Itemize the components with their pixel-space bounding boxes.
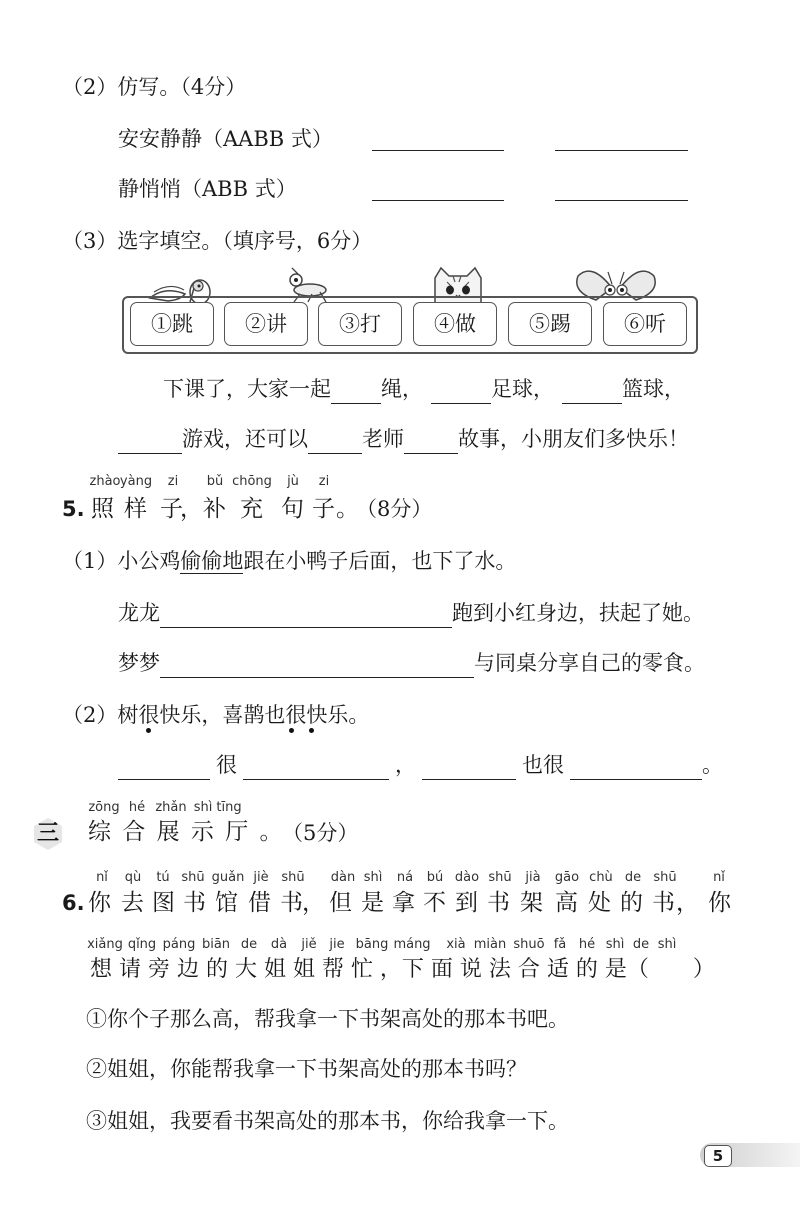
q5-score: （8分）: [356, 497, 433, 521]
answer-blank[interactable]: [372, 178, 504, 201]
question-char: 高: [555, 890, 578, 916]
sentence-text: 足球，: [491, 377, 554, 401]
option-2[interactable]: ②讲: [224, 302, 308, 346]
title-char: 充: [240, 496, 263, 522]
pinyin: qǐng: [127, 937, 157, 952]
section-score: （5分）: [282, 821, 359, 845]
pinyin: chù: [589, 870, 613, 885]
line-end: 与同桌分享自己的零食。: [474, 651, 705, 675]
q5-2-answer-line: [118, 750, 723, 780]
pinyin: xiǎng: [87, 937, 123, 952]
emphasis-dot: [146, 728, 151, 733]
option-6[interactable]: ⑥听: [603, 302, 687, 346]
section-title: 综 合 展 示 厅 。: [88, 819, 285, 845]
answer-blank[interactable]: [331, 381, 381, 404]
answer-blank[interactable]: [160, 655, 474, 678]
q5-1-line1: [118, 598, 704, 628]
pinyin: dà: [270, 937, 288, 952]
answer-blank[interactable]: [570, 757, 702, 780]
option-5[interactable]: ⑤踢: [508, 302, 592, 346]
page-number: 5: [704, 1145, 732, 1167]
fill-word: ，: [395, 753, 416, 777]
pinyin: de: [632, 937, 650, 952]
pinyin: tīng: [216, 800, 242, 815]
question-char: 书: [280, 890, 303, 916]
pinyin: shì: [657, 937, 677, 952]
answer-blank[interactable]: [404, 431, 458, 454]
pinyin: jù: [287, 474, 299, 489]
example-text: 跟在小鸭子后面，也下了水。: [243, 549, 517, 573]
pinyin: de: [240, 937, 258, 952]
sentence-text: 老师: [362, 427, 404, 451]
question-char: 的: [620, 890, 643, 916]
pinyin: miàn: [473, 937, 507, 952]
line-start: 龙龙: [118, 601, 160, 625]
question-number: 5.: [62, 497, 85, 521]
emphasis-dot: [309, 728, 314, 733]
pinyin: fǎ: [553, 937, 567, 952]
line-start: 梦梦: [118, 651, 160, 675]
pinyin: ná: [396, 870, 414, 885]
pinyin: zōng: [88, 800, 120, 815]
title-char: 子: [312, 496, 335, 522]
pinyin: guǎn: [211, 870, 245, 885]
q5-1-line2: [118, 648, 705, 678]
choice-3[interactable]: ③姐姐，我要看书架高处的那本书，你给我拿一下。: [86, 1109, 569, 1133]
pinyin: shì: [193, 800, 213, 815]
pinyin: shuō: [513, 937, 545, 952]
choice-1[interactable]: ①你个子那么高，帮我拿一下书架高处的那本书吧。: [86, 1007, 569, 1031]
question-char: 你: [88, 890, 111, 916]
sentence-text: 绳，: [381, 377, 423, 401]
pinyin: zi: [318, 474, 330, 489]
question-char: 借: [248, 890, 271, 916]
q4-3-sentence-line2: [118, 424, 689, 454]
answer-blank[interactable]: [555, 178, 688, 201]
question-char: 去: [121, 890, 144, 916]
fill-word: 很: [216, 753, 237, 777]
answer-blank[interactable]: [555, 128, 688, 151]
title-char: ，: [180, 496, 203, 522]
pinyin: jià: [525, 870, 541, 885]
pinyin: zhào: [89, 474, 121, 489]
title-char: 照: [91, 496, 114, 522]
option-4[interactable]: ④做: [413, 302, 497, 346]
answer-blank[interactable]: [372, 128, 504, 151]
example-underlined: 偷偷地: [180, 549, 244, 573]
question-char: 书: [652, 890, 675, 916]
pinyin: máng: [393, 937, 431, 952]
question-char: 书: [183, 890, 206, 916]
question-char: 是: [361, 890, 384, 916]
pinyin: jiè: [253, 870, 269, 885]
line-end: 跑到小红身边，扶起了她。: [452, 601, 704, 625]
option-1[interactable]: ①跳: [130, 302, 214, 346]
question-char: 馆: [215, 890, 238, 916]
pinyin: nǐ: [96, 870, 108, 885]
question-char: 到: [455, 890, 478, 916]
question-char: 书: [487, 890, 510, 916]
sentence-text: 游戏，还可以: [182, 427, 308, 451]
answer-blank[interactable]: [308, 431, 362, 454]
title-char: 样: [124, 496, 147, 522]
pinyin: qù: [124, 870, 142, 885]
emphasis-dot: [289, 728, 294, 733]
pinyin: páng: [162, 937, 196, 952]
pinyin: nǐ: [713, 870, 725, 885]
question-char: 图: [152, 890, 175, 916]
pinyin: bǔ: [206, 474, 224, 489]
question-char: ，: [302, 890, 325, 916]
question-char: ，: [676, 890, 699, 916]
question-char: 处: [588, 890, 611, 916]
question-char: 不: [423, 890, 446, 916]
pinyin: de: [624, 870, 642, 885]
q6-line2: 想 请 旁 边 的 大 姐 姐 帮 忙 ，下 面 说 法 合 适 的 是（ ）: [90, 957, 715, 982]
section-number: 三: [36, 820, 59, 846]
pinyin: bāng: [355, 937, 389, 952]
question-char: 但: [329, 890, 352, 916]
sentence-text: 故事，小朋友们多快乐！: [458, 427, 689, 451]
pinyin: zhǎn: [155, 800, 187, 815]
title-char: 补: [203, 496, 226, 522]
pinyin: dào: [454, 870, 480, 885]
fill-word: 也很: [522, 753, 564, 777]
answer-blank[interactable]: [431, 381, 491, 404]
pinyin: shì: [363, 870, 383, 885]
question-char: 拿: [392, 890, 415, 916]
q4-2-row2: 静悄悄（ABB 式）: [118, 177, 297, 201]
pinyin: shū: [653, 870, 677, 885]
title-char: 。: [336, 496, 359, 522]
q4-2-row1: 安安静静（AABB 式）: [118, 127, 333, 151]
pinyin: shū: [488, 870, 512, 885]
choice-2[interactable]: ②姐姐，你能帮我拿一下书架高处的那本书吗？: [86, 1057, 527, 1081]
q4-2-title: （2）仿写。（4分）: [62, 75, 247, 99]
pinyin: yàng: [119, 474, 153, 489]
pinyin: chōng: [232, 474, 272, 489]
pinyin: bú: [426, 870, 444, 885]
pinyin: shì: [605, 937, 625, 952]
section-icon: [30, 816, 66, 852]
pinyin: shū: [181, 870, 205, 885]
pinyin: shū: [281, 870, 305, 885]
title-char: 子: [160, 496, 183, 522]
pinyin: gāo: [554, 870, 580, 885]
fill-word: 。: [702, 753, 723, 777]
pinyin: tú: [156, 870, 170, 885]
q5-1-example: [62, 546, 516, 576]
q4-3-sentence-line1: [163, 374, 685, 404]
q4-3-title: （3）选字填空。（填序号，6分）: [62, 229, 373, 253]
pinyin: jiě: [301, 937, 317, 952]
sentence-text: 下课了，大家一起: [163, 377, 331, 401]
sentence-text: 篮球，: [622, 377, 685, 401]
answer-blank[interactable]: [160, 605, 452, 628]
q5-2-example: （2）树很快乐，喜鹊也很快乐。: [62, 703, 370, 727]
answer-blank[interactable]: [562, 381, 622, 404]
pinyin: biān: [201, 937, 231, 952]
pinyin: dàn: [330, 870, 356, 885]
answer-blank[interactable]: [422, 757, 516, 780]
answer-blank[interactable]: [243, 757, 389, 780]
example-text: （1）小公鸡: [62, 549, 181, 573]
pinyin: hé: [128, 800, 146, 815]
option-3[interactable]: ③打: [318, 302, 402, 346]
question-char: 架: [520, 890, 543, 916]
title-char: 句: [281, 496, 304, 522]
pinyin: xià: [446, 937, 466, 952]
answer-blank[interactable]: [118, 757, 210, 780]
answer-blank[interactable]: [118, 431, 182, 454]
pinyin: hé: [578, 937, 596, 952]
pinyin: zi: [167, 474, 179, 489]
pinyin: jie: [329, 937, 345, 952]
question-number: 6.: [62, 891, 85, 915]
question-char: 你: [708, 890, 731, 916]
